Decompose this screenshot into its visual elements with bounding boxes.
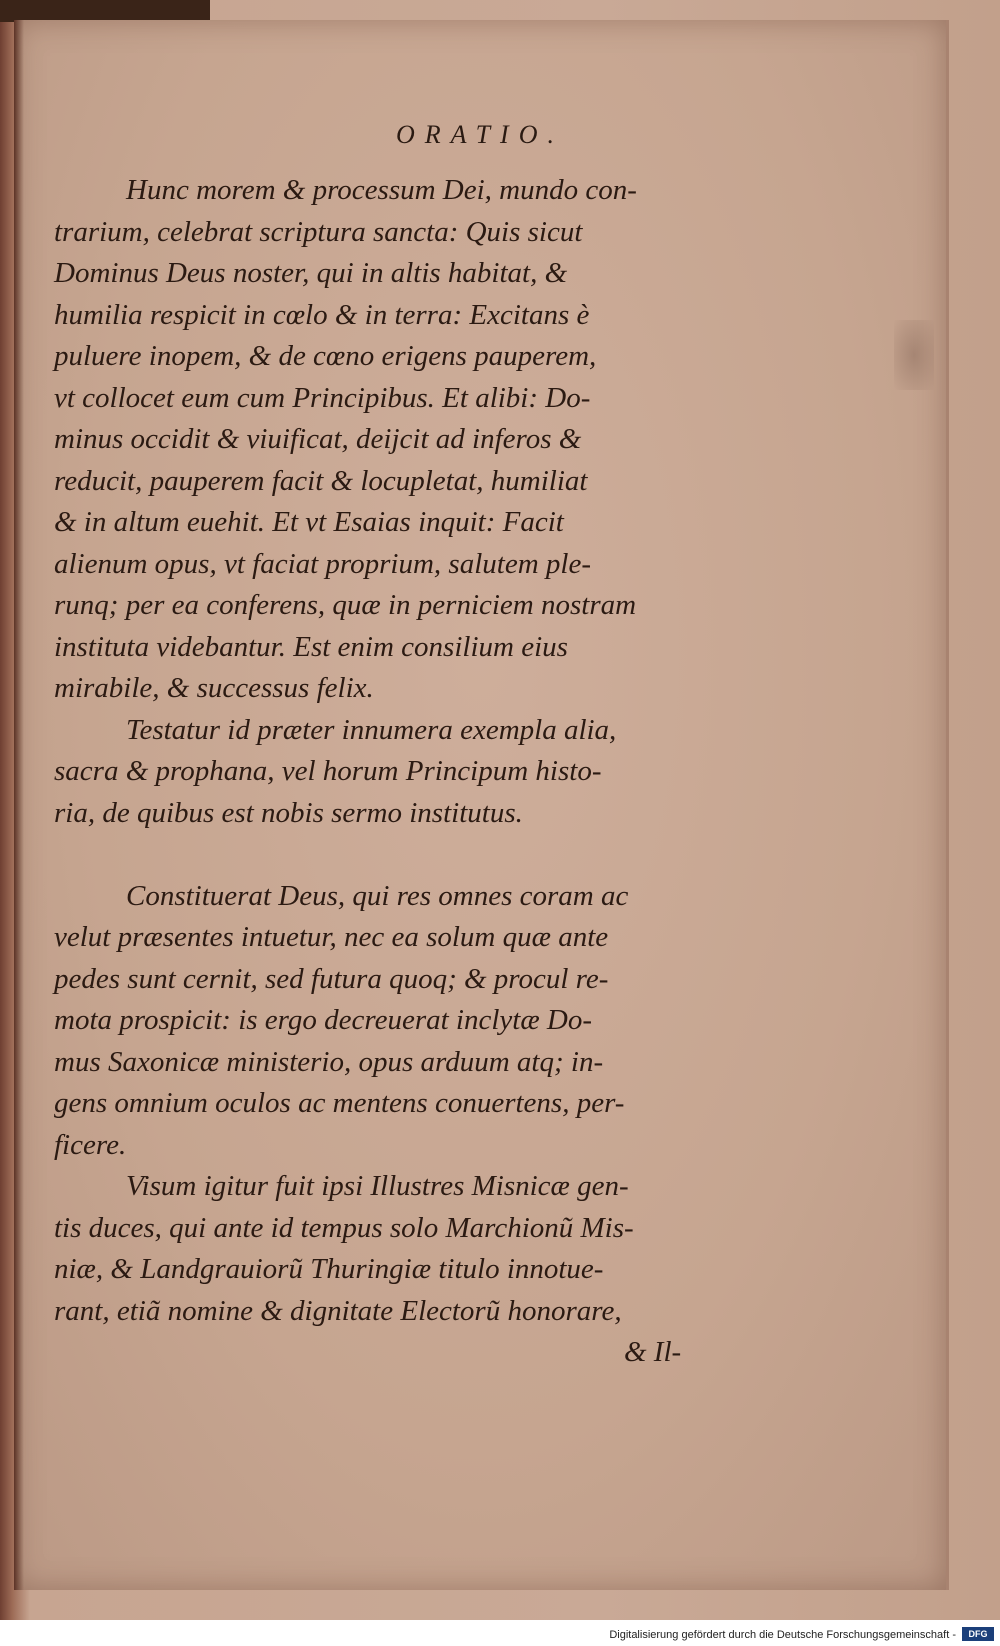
text-line: instituta videbantur. Est enim consilium eius [54, 630, 568, 663]
text-line: puluere inopem, & de cœno erigens pauperem, [54, 340, 597, 372]
text-line: runq; per ea conferens, quæ in perniciem nostram [54, 589, 637, 621]
book-page [14, 20, 949, 1590]
page-text [54, 170, 744, 1332]
text-line: velut præsentes intuetur, nec ea solum quæ ante [54, 921, 609, 953]
dfg-logo: DFG [962, 1627, 994, 1641]
text-line: Testatur id præter innumera exempla alia, [126, 713, 617, 746]
text-line: mota prospicit: is ergo decreuerat inclytæ Do- [54, 1004, 593, 1036]
text-line: Constituerat Deus, qui res omnes coram ac [126, 879, 629, 912]
text-line [54, 834, 744, 876]
text-line: mus Saxonicæ ministerio, opus arduum atq; in- [54, 1045, 604, 1078]
text-line: niæ, & Landgrauiorũ Thuringiæ titulo innotue- [54, 1253, 604, 1285]
text-line: humilia respicit in cœlo & in terra: Excitans è [54, 298, 590, 331]
funding-notice: Digitalisierung gefördert durch die Deutsche Forschungsgemeinschaft - [609, 1629, 956, 1641]
catchword: & Il- [624, 1336, 682, 1368]
text-line: mirabile, & successus felix. [54, 672, 374, 704]
text-line: rant, etiã nomine & dignitate Electorũ honorare, [54, 1294, 622, 1327]
text-line: alienum opus, vt faciat proprium, salutem ple- [54, 547, 591, 580]
text-line: tis duces, qui ante id tempus solo Marchionũ Mis- [54, 1211, 634, 1244]
page-stain [894, 320, 934, 390]
text-line: ficere. [54, 1128, 127, 1161]
text-line: sacra & prophana, vel horum Principum histo- [54, 755, 602, 787]
text-line: Dominus Deus noster, qui in altis habitat, & [54, 257, 568, 289]
binding-edge [0, 0, 210, 22]
text-line: pedes sunt cernit, sed futura quoq; & procul re- [54, 962, 609, 995]
text-line: & in altum euehit. Et vt Esaias inquit: Facit [54, 506, 564, 538]
running-head: ORATIO. [396, 120, 564, 149]
text-line: ria, de quibus est nobis sermo institutus. [54, 796, 523, 829]
text-line: gens omnium oculos ac mentens conuertens, per- [54, 1087, 625, 1119]
text-line: Visum igitur fuit ipsi Illustres Misnicæ gen- [126, 1170, 629, 1202]
text-line: reducit, pauperem facit & locupletat, humiliat [54, 464, 588, 497]
text-line: vt collocet eum cum Principibus. Et alibi: Do- [54, 381, 591, 414]
text-line: minus occidit & viuificat, deijcit ad inferos & [54, 423, 582, 455]
text-line: Hunc morem & processum Dei, mundo con- [126, 174, 637, 206]
text-line: trarium, celebrat scriptura sancta: Quis sicut [54, 215, 583, 248]
footer-bar [0, 1620, 1000, 1646]
